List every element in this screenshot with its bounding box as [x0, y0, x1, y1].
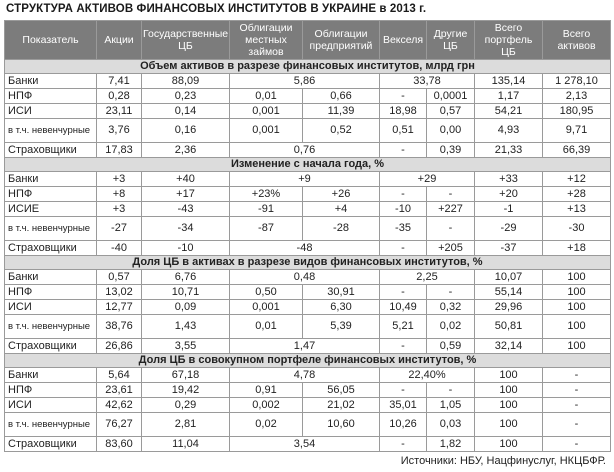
section-header-row — [5, 256, 611, 270]
table-cell: 10,26 — [380, 413, 427, 437]
table-cell: 13,02 — [97, 285, 142, 300]
table-cell: 100 — [475, 368, 543, 383]
table-cell: 2,81 — [142, 413, 230, 437]
table-cell: 6,76 — [142, 270, 230, 285]
table-cell: - — [427, 217, 475, 241]
table-row — [5, 74, 611, 89]
table-cell: +205 — [427, 241, 475, 256]
table-cell: 100 — [475, 383, 543, 398]
table-cell: 100 — [543, 315, 611, 339]
row-label: в т.ч. невенчурные — [5, 315, 97, 339]
table-cell: - — [380, 437, 427, 452]
table-cell: +28 — [543, 187, 611, 202]
table-cell: 30,91 — [303, 285, 380, 300]
header-cell-shares: Акции — [97, 21, 142, 60]
table-cell: 3,76 — [97, 119, 142, 143]
table-cell: - — [543, 368, 611, 383]
table-cell: +227 — [427, 202, 475, 217]
table-cell: 21,33 — [475, 143, 543, 158]
header-cell-total-portfolio: Всего портфель ЦБ — [475, 21, 543, 60]
table-row — [5, 89, 611, 104]
table-cell: 21,02 — [303, 398, 380, 413]
header-cell-gov-securities: Государственные ЦБ — [142, 21, 230, 60]
row-label: Банки — [5, 74, 97, 89]
table-cell: 100 — [475, 413, 543, 437]
table-row — [5, 270, 611, 285]
table-cell: 0,0001 — [427, 89, 475, 104]
table-cell: 11,04 — [142, 437, 230, 452]
table-cell: 0,03 — [427, 413, 475, 437]
table-cell: 67,18 — [142, 368, 230, 383]
table-row — [5, 285, 611, 300]
table-cell: -27 — [97, 217, 142, 241]
table-cell: 23,11 — [97, 104, 142, 119]
table-cell: 4,93 — [475, 119, 543, 143]
section-header-row — [5, 60, 611, 74]
table-cell: 83,60 — [97, 437, 142, 452]
table-cell: +4 — [303, 202, 380, 217]
table-cell: 0,57 — [427, 104, 475, 119]
table-cell: - — [427, 383, 475, 398]
table-cell: 33,78 — [380, 74, 475, 89]
header-cell-municipal-bonds: Облигации местных займов — [230, 21, 303, 60]
table-row — [5, 315, 611, 339]
source-note: Источники: НБУ, Нацфинуслуг, НКЦБФР. — [400, 455, 606, 467]
table-cell: -29 — [475, 217, 543, 241]
table-cell: 42,62 — [97, 398, 142, 413]
table-cell: 0,16 — [142, 119, 230, 143]
header-cell-bills: Векселя — [380, 21, 427, 60]
table-cell: 76,27 — [97, 413, 142, 437]
table-cell: 0,66 — [303, 89, 380, 104]
table-cell: +8 — [97, 187, 142, 202]
table-cell: 2,25 — [380, 270, 475, 285]
table-row — [5, 383, 611, 398]
table-cell: +40 — [142, 172, 230, 187]
table-row — [5, 413, 611, 437]
row-label: НПФ — [5, 89, 97, 104]
table-cell: -91 — [230, 202, 303, 217]
table-row — [5, 119, 611, 143]
table-cell: 0,59 — [427, 339, 475, 354]
table-cell: +29 — [380, 172, 475, 187]
table-row — [5, 104, 611, 119]
table-cell: -43 — [142, 202, 230, 217]
table-cell: 10,71 — [142, 285, 230, 300]
table-cell: 0,48 — [230, 270, 380, 285]
table-row — [5, 217, 611, 241]
section-title: Доля ЦБ в совокупном портфеле финансовых институтов, % — [5, 354, 611, 368]
table-cell: 3,55 — [142, 339, 230, 354]
table-cell: 9,71 — [543, 119, 611, 143]
table-cell: 10,49 — [380, 300, 427, 315]
header-cell-corporate-bonds: Облигации предприятий — [303, 21, 380, 60]
table-row — [5, 187, 611, 202]
row-label: НПФ — [5, 187, 97, 202]
table-cell: - — [380, 241, 427, 256]
table-cell: +18 — [543, 241, 611, 256]
table-cell: 180,95 — [543, 104, 611, 119]
table-cell: 7,41 — [97, 74, 142, 89]
table-cell: 0,002 — [230, 398, 303, 413]
table-cell: 1,05 — [427, 398, 475, 413]
table-cell: 100 — [543, 339, 611, 354]
row-label: в т.ч. невенчурные — [5, 119, 97, 143]
table-cell: 18,98 — [380, 104, 427, 119]
table-cell: 0,001 — [230, 300, 303, 315]
table-cell: 5,21 — [380, 315, 427, 339]
table-cell: 12,77 — [97, 300, 142, 315]
section-header-row — [5, 354, 611, 368]
table-cell: 0,00 — [427, 119, 475, 143]
table-cell: -30 — [543, 217, 611, 241]
table-cell: 100 — [543, 270, 611, 285]
table-cell: - — [380, 187, 427, 202]
assets-table — [4, 20, 611, 452]
table-cell: +33 — [475, 172, 543, 187]
table-cell: 19,42 — [142, 383, 230, 398]
table-cell: - — [543, 398, 611, 413]
table-row — [5, 300, 611, 315]
table-cell: -37 — [475, 241, 543, 256]
table-cell: 0,02 — [427, 315, 475, 339]
table-cell: -1 — [475, 202, 543, 217]
table-cell: 100 — [543, 285, 611, 300]
table-cell: 35,01 — [380, 398, 427, 413]
header-cell-indicator: Показатель — [5, 21, 97, 60]
table-cell: -28 — [303, 217, 380, 241]
table-cell: - — [380, 285, 427, 300]
table-row — [5, 368, 611, 383]
table-cell: 38,76 — [97, 315, 142, 339]
table-cell: 55,14 — [475, 285, 543, 300]
row-label: Страховщики — [5, 143, 97, 158]
row-label: Страховщики — [5, 437, 97, 452]
table-cell: -87 — [230, 217, 303, 241]
table-body — [5, 60, 611, 452]
table-cell: 0,02 — [230, 413, 303, 437]
table-cell: 0,52 — [303, 119, 380, 143]
table-cell: 0,14 — [142, 104, 230, 119]
table-cell: 50,81 — [475, 315, 543, 339]
table-cell: 32,14 — [475, 339, 543, 354]
table-cell: 1,47 — [230, 339, 380, 354]
table-cell: 100 — [475, 398, 543, 413]
row-label: НПФ — [5, 383, 97, 398]
row-label: ИСИ — [5, 398, 97, 413]
table-row — [5, 437, 611, 452]
row-label: в т.ч. невенчурные — [5, 413, 97, 437]
table-cell: 29,96 — [475, 300, 543, 315]
table-cell: 0,01 — [230, 315, 303, 339]
table-cell: - — [543, 437, 611, 452]
table-cell: 54,21 — [475, 104, 543, 119]
table-cell: - — [380, 143, 427, 158]
table-row — [5, 202, 611, 217]
table-cell: 22,40% — [380, 368, 475, 383]
table-cell: +9 — [230, 172, 380, 187]
table-cell: 0,001 — [230, 119, 303, 143]
table-row — [5, 143, 611, 158]
table-cell: 0,51 — [380, 119, 427, 143]
table-cell: 0,001 — [230, 104, 303, 119]
table-cell: -34 — [142, 217, 230, 241]
row-label: НПФ — [5, 285, 97, 300]
table-cell: +3 — [97, 202, 142, 217]
table-cell: 17,83 — [97, 143, 142, 158]
row-label: ИСИЕ — [5, 202, 97, 217]
table-cell: 5,86 — [230, 74, 380, 89]
row-label: ИСИ — [5, 104, 97, 119]
table-cell: 0,57 — [97, 270, 142, 285]
table-cell: 0,09 — [142, 300, 230, 315]
row-label: Страховщики — [5, 241, 97, 256]
table-cell: 2,36 — [142, 143, 230, 158]
row-label: Банки — [5, 270, 97, 285]
table-cell: 0,32 — [427, 300, 475, 315]
section-title: Изменение с начала года, % — [5, 158, 611, 172]
table-cell: 4,78 — [230, 368, 380, 383]
table-cell: 0,01 — [230, 89, 303, 104]
table-cell: 0,76 — [230, 143, 380, 158]
table-cell: 23,61 — [97, 383, 142, 398]
table-cell: 1 278,10 — [543, 74, 611, 89]
table-cell: 11,39 — [303, 104, 380, 119]
table-cell: 100 — [475, 437, 543, 452]
table-cell: - — [380, 383, 427, 398]
table-row — [5, 172, 611, 187]
table-cell: -10 — [380, 202, 427, 217]
table-cell: +17 — [142, 187, 230, 202]
table-cell: - — [380, 339, 427, 354]
row-label: Страховщики — [5, 339, 97, 354]
table-cell: 66,39 — [543, 143, 611, 158]
table-cell: 0,28 — [97, 89, 142, 104]
table-title: СТРУКТУРА АКТИВОВ ФИНАНСОВЫХ ИНСТИТУТОВ В УКРАИНЕ в 2013 г. — [6, 3, 427, 15]
table-cell: 10,60 — [303, 413, 380, 437]
table-cell: - — [543, 383, 611, 398]
table-cell: 10,07 — [475, 270, 543, 285]
header-row — [5, 21, 611, 60]
table-cell: - — [427, 187, 475, 202]
header-cell-total-assets: Всего активов — [543, 21, 611, 60]
table-cell: 3,54 — [230, 437, 380, 452]
table-cell: +3 — [97, 172, 142, 187]
row-label: в т.ч. невенчурные — [5, 217, 97, 241]
table-cell: 0,23 — [142, 89, 230, 104]
header-cell-other-securities: Другие ЦБ — [427, 21, 475, 60]
table-cell: - — [380, 89, 427, 104]
table-cell: 5,64 — [97, 368, 142, 383]
table-cell: +23% — [230, 187, 303, 202]
table-cell: 135,14 — [475, 74, 543, 89]
table-cell: 56,05 — [303, 383, 380, 398]
table-cell: -40 — [97, 241, 142, 256]
row-label: ИСИ — [5, 300, 97, 315]
table-cell: +12 — [543, 172, 611, 187]
table-cell: +13 — [543, 202, 611, 217]
table-cell: 100 — [543, 300, 611, 315]
table-cell: 26,86 — [97, 339, 142, 354]
table-row — [5, 241, 611, 256]
table-cell: 1,82 — [427, 437, 475, 452]
table-cell: -48 — [230, 241, 380, 256]
row-label: Банки — [5, 172, 97, 187]
section-header-row — [5, 158, 611, 172]
table-cell: 1,43 — [142, 315, 230, 339]
table-cell: -10 — [142, 241, 230, 256]
table-cell: +20 — [475, 187, 543, 202]
table-cell: 0,50 — [230, 285, 303, 300]
table-row — [5, 339, 611, 354]
table-cell: 88,09 — [142, 74, 230, 89]
table-cell: 1,17 — [475, 89, 543, 104]
table-cell: 0,39 — [427, 143, 475, 158]
table-cell: +26 — [303, 187, 380, 202]
table-cell: 2,13 — [543, 89, 611, 104]
table-cell: - — [427, 285, 475, 300]
table-cell: 6,30 — [303, 300, 380, 315]
table-cell: 0,29 — [142, 398, 230, 413]
table-cell: - — [543, 413, 611, 437]
row-label: Банки — [5, 368, 97, 383]
table-row — [5, 398, 611, 413]
section-title: Объем активов в разрезе финансовых институтов, млрд грн — [5, 60, 611, 74]
table-cell: 0,91 — [230, 383, 303, 398]
section-title: Доля ЦБ в активах в разрезе видов финансовых институтов, % — [5, 256, 611, 270]
table-cell: -35 — [380, 217, 427, 241]
table-cell: 5,39 — [303, 315, 380, 339]
